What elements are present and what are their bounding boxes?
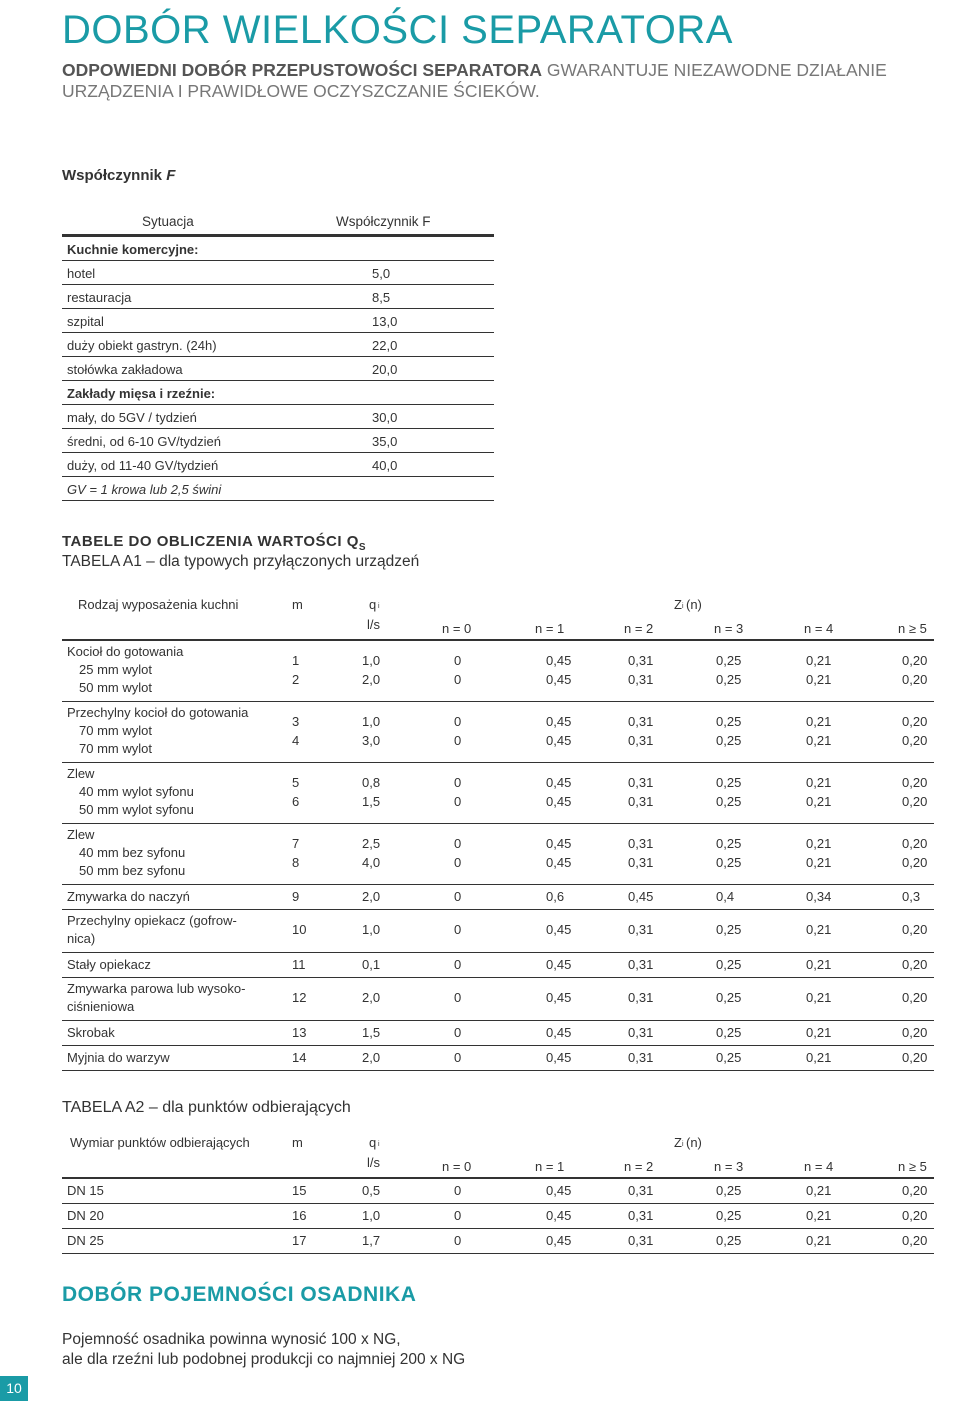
page-number: 10 — [0, 1376, 28, 1401]
table-cell: 0,21 — [806, 855, 832, 870]
table-cell: 0 — [454, 1025, 462, 1040]
table-cell: 0,31 — [628, 990, 654, 1005]
table-cell: 1 — [292, 653, 300, 668]
table-cell: 0 — [454, 889, 462, 904]
f-row-value: 20,0 — [372, 362, 398, 377]
table-cell: 0,45 — [546, 672, 572, 687]
table-cell: 0,5 — [362, 1183, 381, 1198]
table-cell: 0,20 — [902, 794, 928, 809]
table-group — [62, 641, 934, 702]
table-cell: 0,25 — [716, 1233, 742, 1248]
table-cell: 1,5 — [362, 1025, 381, 1040]
f-row-label: stołówka zakładowa — [67, 362, 183, 377]
table-cell: 0,31 — [628, 775, 654, 790]
table-cell: 0,45 — [546, 1025, 572, 1040]
equipment-name: Zlew — [67, 827, 95, 842]
table-cell: 15 — [292, 1183, 307, 1198]
f-row-label: duży, od 11-40 GV/tydzień — [67, 458, 219, 473]
col-n-header: n = 1 — [535, 621, 565, 636]
table-cell: 0,20 — [902, 775, 928, 790]
subtitle-bold: ODPOWIEDNI DOBÓR PRZEPUSTOWOŚCI SEPARATORA — [62, 60, 542, 80]
table-group — [62, 824, 934, 885]
table-cell: 0,20 — [902, 1208, 928, 1223]
table-cell: 0,45 — [546, 733, 572, 748]
table-cell: 0,45 — [628, 889, 654, 904]
table-cell: 12 — [292, 990, 307, 1005]
table-row — [62, 953, 934, 978]
table-cell: 0,25 — [716, 836, 742, 851]
table-cell: 0,45 — [546, 990, 572, 1005]
table-cell: 11 — [292, 957, 306, 972]
table-cell: 0,20 — [902, 1050, 928, 1065]
table-cell: 0,25 — [716, 1183, 742, 1198]
table-cell: 10 — [292, 922, 307, 937]
f-row-value: 40,0 — [372, 458, 398, 473]
table-cell: 0,20 — [902, 1183, 928, 1198]
table-cell: 0,20 — [902, 1233, 928, 1248]
pojemnosc-line-1: Pojemność osadnika powinna wynosić 100 x NG, — [62, 1331, 401, 1348]
f-table-row — [62, 453, 494, 477]
tabela-a2-title: TABELA A2 – dla punktów odbierających — [62, 1099, 351, 1116]
table-cell: 0,25 — [716, 1208, 742, 1223]
table-cell: 0,3 — [902, 889, 921, 904]
f-row-label: Zakłady mięsa i rzeźnie: — [67, 386, 216, 401]
col-n-header: n = 4 — [804, 1159, 834, 1174]
table-cell: 0,6 — [546, 889, 565, 904]
f-row-label: duży obiekt gastryn. (24h) — [67, 338, 217, 353]
table-cell: 0,45 — [546, 775, 572, 790]
col-n-header: n = 1 — [535, 1159, 565, 1174]
table-cell: 0 — [454, 836, 462, 851]
table-cell: 0,20 — [902, 957, 928, 972]
f-table-row — [62, 405, 494, 429]
table-cell: 4 — [292, 733, 300, 748]
table-cell: 0,31 — [628, 1208, 654, 1223]
table-cell: 3,0 — [362, 733, 381, 748]
tabela-a1-title: TABELA A1 – dla typowych przyłączonych urządzeń — [62, 553, 420, 570]
table-row — [62, 1021, 934, 1046]
table-cell: 0,20 — [902, 733, 928, 748]
table-cell: 0,21 — [806, 794, 832, 809]
f-table-row — [62, 333, 494, 357]
table-cell: 0,21 — [806, 922, 832, 937]
f-col-wspolczynnik: Współczynnik F — [336, 214, 431, 229]
equipment-name: Przechylny kocioł do gotowania — [67, 705, 249, 720]
equipment-name: Myjnia do warzyw — [67, 1050, 170, 1065]
table-cell: 0,45 — [546, 855, 572, 870]
f-table-row — [62, 309, 494, 333]
f-row-label: mały, do 5GV / tydzień — [67, 410, 197, 425]
table-cell: 0,20 — [902, 653, 928, 668]
equipment-name: Stały opiekacz — [67, 957, 151, 972]
table-cell: 0,21 — [806, 1050, 832, 1065]
table-cell: 0,45 — [546, 836, 572, 851]
col-z-subscript: i — [682, 1141, 684, 1148]
f-row-label: szpital — [67, 314, 104, 329]
table-cell: 2,0 — [362, 990, 381, 1005]
table-row — [62, 1046, 934, 1071]
equipment-variant: 50 mm wylot syfonu — [79, 802, 194, 817]
equipment-name: nica) — [67, 931, 96, 946]
table-cell: 0,25 — [716, 714, 742, 729]
pojemnosc-heading: DOBÓR POJEMNOŚCI OSADNIKA — [62, 1283, 417, 1306]
f-row-value: 35,0 — [372, 434, 398, 449]
table-cell: 0,25 — [716, 733, 742, 748]
table-cell: 0 — [454, 794, 462, 809]
table-a2 — [62, 1131, 934, 1254]
table-cell: 0,45 — [546, 1233, 572, 1248]
equipment-variant: 70 mm wylot — [79, 741, 152, 756]
col-z-header: Z — [674, 597, 682, 612]
pojemnosc-text — [62, 1330, 465, 1370]
col-n-header: n ≥ 5 — [898, 1159, 927, 1174]
table-cell: 0,31 — [628, 714, 654, 729]
col-equipment-header: Wymiar punktów odbierających — [70, 1135, 250, 1150]
table-cell: 0,25 — [716, 794, 742, 809]
table-cell: 0,25 — [716, 990, 742, 1005]
table-group — [62, 763, 934, 824]
table-cell: 0,4 — [716, 889, 735, 904]
f-table-header — [62, 208, 494, 237]
table-cell: 0 — [454, 855, 462, 870]
outlet-size: DN 25 — [67, 1233, 104, 1248]
table-cell: 0,8 — [362, 775, 381, 790]
equipment-variant: 50 mm bez syfonu — [79, 863, 186, 878]
table-cell: 0,31 — [628, 957, 654, 972]
outlet-size: DN 20 — [67, 1208, 104, 1223]
table-cell: 0,31 — [628, 653, 654, 668]
table-row — [62, 978, 934, 1021]
tabele-heading: TABELE DO OBLICZENIA WARTOŚCI $Q_S$ — [62, 533, 367, 553]
col-m-header: m — [292, 597, 303, 612]
col-z-suffix: (n) — [686, 597, 702, 612]
table-cell: 7 — [292, 836, 300, 851]
table-cell: 0,45 — [546, 922, 572, 937]
table-row — [62, 1229, 934, 1254]
page-subtitle — [62, 60, 942, 102]
table-cell: 4,0 — [362, 855, 381, 870]
table-cell: 0,21 — [806, 1208, 832, 1223]
table-cell: 0 — [454, 653, 462, 668]
f-row-label: średni, od 6-10 GV/tydzień — [67, 434, 221, 449]
table-cell: 0,31 — [628, 922, 654, 937]
equipment-variant: 25 mm wylot — [79, 662, 152, 677]
col-q-header: q — [369, 1135, 377, 1150]
table-cell: 17 — [292, 1233, 307, 1248]
col-n-header: n ≥ 5 — [898, 621, 927, 636]
col-z-suffix: (n) — [686, 1135, 702, 1150]
page-title: DOBÓR WIELKOŚCI SEPARATORA — [62, 8, 733, 52]
f-table-row — [62, 261, 494, 285]
table-cell: 2,5 — [362, 836, 381, 851]
table-cell: 2 — [292, 672, 300, 687]
table-cell: 2,0 — [362, 1050, 381, 1065]
equipment-name: ciśnieniowa — [67, 999, 135, 1014]
equipment-name: Zmywarka parowa lub wysoko- — [67, 981, 246, 996]
table-cell: 16 — [292, 1208, 307, 1223]
table-cell: 0 — [454, 957, 462, 972]
col-q-unit: l/s — [367, 617, 380, 632]
equipment-variant: 40 mm wylot syfonu — [79, 784, 194, 799]
table-cell: 13 — [292, 1025, 307, 1040]
equipment-variant: 70 mm wylot — [79, 723, 152, 738]
equipment-variant: 40 mm bez syfonu — [79, 845, 186, 860]
table-cell: 8 — [292, 855, 300, 870]
table-cell: 0,21 — [806, 672, 832, 687]
table-cell: 0,45 — [546, 653, 572, 668]
table-cell: 0,25 — [716, 653, 742, 668]
f-table-row — [62, 381, 494, 405]
table-cell: 0 — [454, 775, 462, 790]
equipment-name: Zlew — [67, 766, 95, 781]
f-coefficient-table — [62, 208, 494, 501]
table-cell: 2,0 — [362, 672, 381, 687]
table-cell: 0,21 — [806, 1025, 832, 1040]
table-cell: 0,45 — [546, 1050, 572, 1065]
table-cell: 0,45 — [546, 794, 572, 809]
col-q-subscript: i — [378, 603, 380, 610]
f-table-row — [62, 285, 494, 309]
table-cell: 0,45 — [546, 714, 572, 729]
table-cell: 0,31 — [628, 1233, 654, 1248]
table-cell: 0,21 — [806, 714, 832, 729]
table-cell: 0,21 — [806, 836, 832, 851]
f-row-label: GV = 1 krowa lub 2,5 świni — [67, 482, 222, 497]
table-cell: 0,31 — [628, 794, 654, 809]
f-row-value: 5,0 — [372, 266, 391, 281]
table-cell: 0 — [454, 714, 462, 729]
f-table-row — [62, 429, 494, 453]
table-cell: 0,1 — [362, 957, 381, 972]
table-cell: 2,0 — [362, 889, 381, 904]
table-cell: 0 — [454, 990, 462, 1005]
table-cell: 0 — [454, 672, 462, 687]
table-cell: 0 — [454, 1050, 462, 1065]
table-cell: 0,25 — [716, 922, 742, 937]
table-cell: 0,20 — [902, 672, 928, 687]
f-col-sytuacja: Sytuacja — [142, 214, 194, 229]
table-cell: 0,20 — [902, 855, 928, 870]
f-row-value: 13,0 — [372, 314, 398, 329]
table-cell: 0,34 — [806, 889, 832, 904]
table-header — [62, 593, 934, 641]
col-n-header: n = 4 — [804, 621, 834, 636]
table-cell: 0 — [454, 922, 462, 937]
table-cell: 0,25 — [716, 1050, 742, 1065]
f-row-value: 30,0 — [372, 410, 398, 425]
table-cell: 0,21 — [806, 653, 832, 668]
table-cell: 0,21 — [806, 1183, 832, 1198]
table-cell: 1,7 — [362, 1233, 381, 1248]
f-row-label: Kuchnie komercyjne: — [67, 242, 199, 257]
f-table-row — [62, 237, 494, 261]
col-m-header: m — [292, 1135, 303, 1150]
table-cell: 6 — [292, 794, 300, 809]
table-cell: 0,45 — [546, 1183, 572, 1198]
table-header — [62, 1131, 934, 1179]
table-cell: 0,21 — [806, 733, 832, 748]
table-cell: 0,20 — [902, 836, 928, 851]
table-cell: 0,21 — [806, 990, 832, 1005]
table-cell: 1,0 — [362, 922, 381, 937]
col-n-header: n = 2 — [624, 1159, 654, 1174]
col-q-header: q — [369, 597, 377, 612]
table-cell: 0 — [454, 733, 462, 748]
table-row — [62, 1204, 934, 1229]
table-cell: 0,21 — [806, 1233, 832, 1248]
table-cell: 9 — [292, 889, 300, 904]
table-cell: 5 — [292, 775, 300, 790]
equipment-name: Przechylny opiekacz (gofrow- — [67, 913, 237, 928]
table-row — [62, 910, 934, 953]
f-row-label: restauracja — [67, 290, 132, 305]
table-cell: 14 — [292, 1050, 307, 1065]
col-n-header: n = 0 — [442, 1159, 472, 1174]
col-n-header: n = 3 — [714, 621, 744, 636]
table-cell: 0,21 — [806, 775, 832, 790]
table-cell: 0,25 — [716, 775, 742, 790]
col-equipment-header: Rodzaj wyposażenia kuchni — [78, 597, 239, 612]
table-group — [62, 702, 934, 763]
table-a1 — [62, 593, 934, 1071]
col-q-subscript: i — [378, 1141, 380, 1148]
table-cell: 0 — [454, 1183, 462, 1198]
equipment-name: Skrobak — [67, 1025, 115, 1040]
table-cell: 0,31 — [628, 672, 654, 687]
table-cell: 1,0 — [362, 1208, 381, 1223]
table-cell: 0,31 — [628, 1025, 654, 1040]
col-z-header: Z — [674, 1135, 682, 1150]
table-row — [62, 885, 934, 910]
equipment-name: Zmywarka do naczyń — [67, 889, 190, 904]
table-cell: 0 — [454, 1233, 462, 1248]
f-table-row — [62, 477, 494, 501]
table-cell: 0,25 — [716, 855, 742, 870]
table-cell: 0,25 — [716, 1025, 742, 1040]
col-n-header: n = 0 — [442, 621, 472, 636]
table-cell: 0 — [454, 1208, 462, 1223]
table-row — [62, 1179, 934, 1204]
col-z-subscript: i — [682, 603, 684, 610]
equipment-variant: 50 mm wylot — [79, 680, 152, 695]
subtitle-rest: GWARANTUJE NIEZAWODNE DZIAŁANIE URZĄDZENIA I PRAWIDŁOWE OCZYSZCZANIE ŚCIEKÓW. — [62, 60, 887, 101]
table-cell: 0,25 — [716, 957, 742, 972]
table-cell: 1,5 — [362, 794, 381, 809]
table-cell: 0,21 — [806, 957, 832, 972]
table-cell: 1,0 — [362, 714, 381, 729]
table-cell: 0,31 — [628, 733, 654, 748]
table-cell: 0,25 — [716, 672, 742, 687]
equipment-name: Kocioł do gotowania — [67, 644, 184, 659]
f-table-row — [62, 357, 494, 381]
col-n-header: n = 3 — [714, 1159, 744, 1174]
outlet-size: DN 15 — [67, 1183, 104, 1198]
table-cell: 0,31 — [628, 836, 654, 851]
table-cell: 1,0 — [362, 653, 381, 668]
table-cell: 0,45 — [546, 957, 572, 972]
f-row-value: 8,5 — [372, 290, 391, 305]
table-cell: 0,31 — [628, 1183, 654, 1198]
table-cell: 0,20 — [902, 714, 928, 729]
col-q-unit: l/s — [367, 1155, 380, 1170]
table-cell: 0,20 — [902, 922, 928, 937]
f-row-value: 22,0 — [372, 338, 398, 353]
table-cell: 0,45 — [546, 1208, 572, 1223]
table-cell: 0,31 — [628, 855, 654, 870]
f-section-heading: Współczynnik F — [62, 167, 176, 184]
table-cell: 0,20 — [902, 990, 928, 1005]
table-cell: 3 — [292, 714, 300, 729]
f-row-label: hotel — [67, 266, 96, 281]
table-cell: 0,31 — [628, 1050, 654, 1065]
table-cell: 0,20 — [902, 1025, 928, 1040]
col-n-header: n = 2 — [624, 621, 654, 636]
pojemnosc-line-2: ale dla rzeźni lub podobnej produkcji co najmniej 200 x NG — [62, 1351, 466, 1368]
